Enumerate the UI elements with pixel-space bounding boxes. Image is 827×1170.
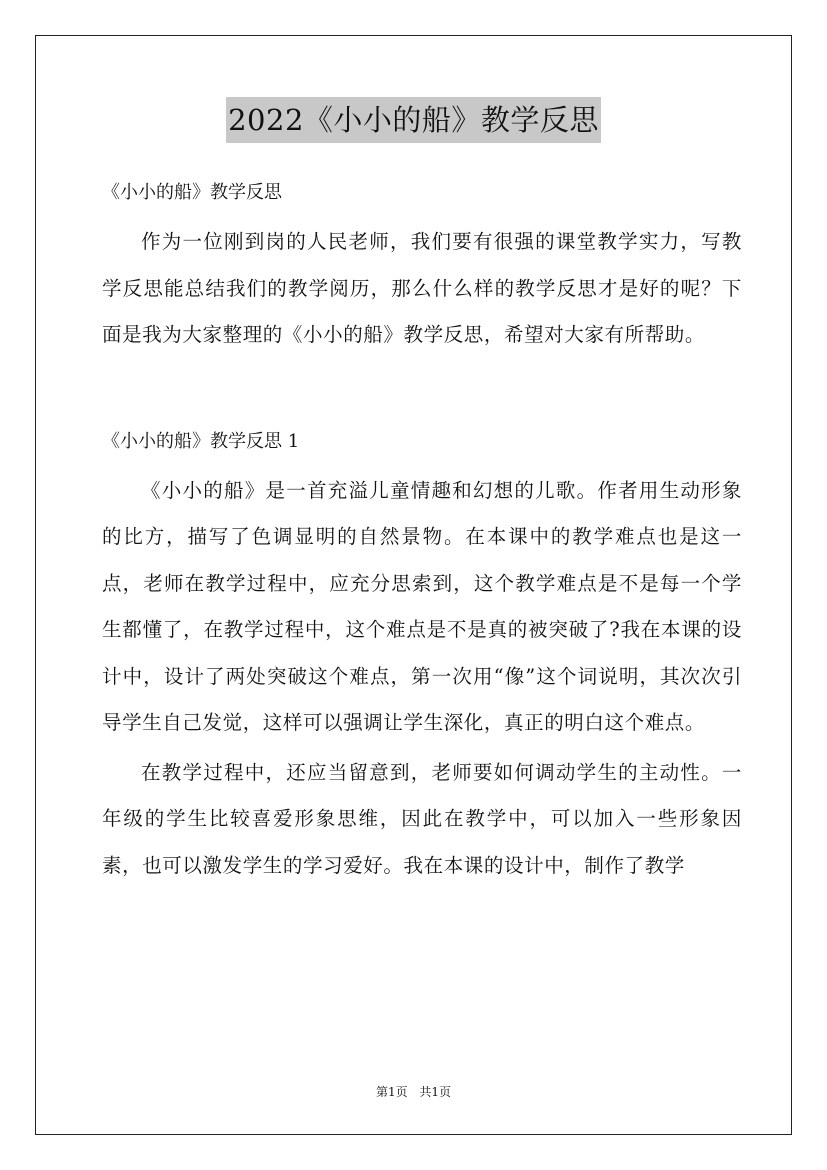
section1-paragraph: 在教学过程中，还应当留意到，老师要如何调动学生的主动性。一年级的学生比较喜爱形象思维，因此在教学中，可以加入一些形象因素，也可以激发学生的学习爱好。我在本课的设计中，制作了教学 xyxy=(102,760,742,877)
section1-paragraph: 《小小的船》是一首充溢儿童情趣和幻想的儿歌。作者用生动形象的比方，描写了色调显明的自然景物。在本课中的教学难点也是这一点，老师在教学过程中，应充分思索到，这个教学难点是不是每一个学生都懂了，在教学过程中，这个难点是不是真的被突破了?我在本课的设计中，设计了两处突破这个难点，第一次用“像”这个词说明，其次次引导学生自己发觉，这样可以强调让学生深化，真正的明白这个难点。 xyxy=(102,478,742,734)
page-number: 第1页 xyxy=(375,1085,408,1099)
page-total: 共1页 xyxy=(419,1085,452,1099)
title-container xyxy=(0,97,827,143)
intro-paragraph: 作为一位刚到岗的人民老师，我们要有很强的课堂教学实力，写教学反思能总结我们的教学阅历，那么什么样的教学反思才是好的呢？下面是我为大家整理的《小小的船》教学反思，希望对大家有所帮助。 xyxy=(102,230,742,346)
intro-heading: 《小小的船》教学反思 xyxy=(102,182,282,203)
page-footer xyxy=(0,1082,827,1102)
document-title: 2022《小小的船》教学反思 xyxy=(226,97,601,143)
document-body xyxy=(102,170,742,892)
section-heading-1: 《小小的船》教学反思 1 xyxy=(102,430,300,452)
